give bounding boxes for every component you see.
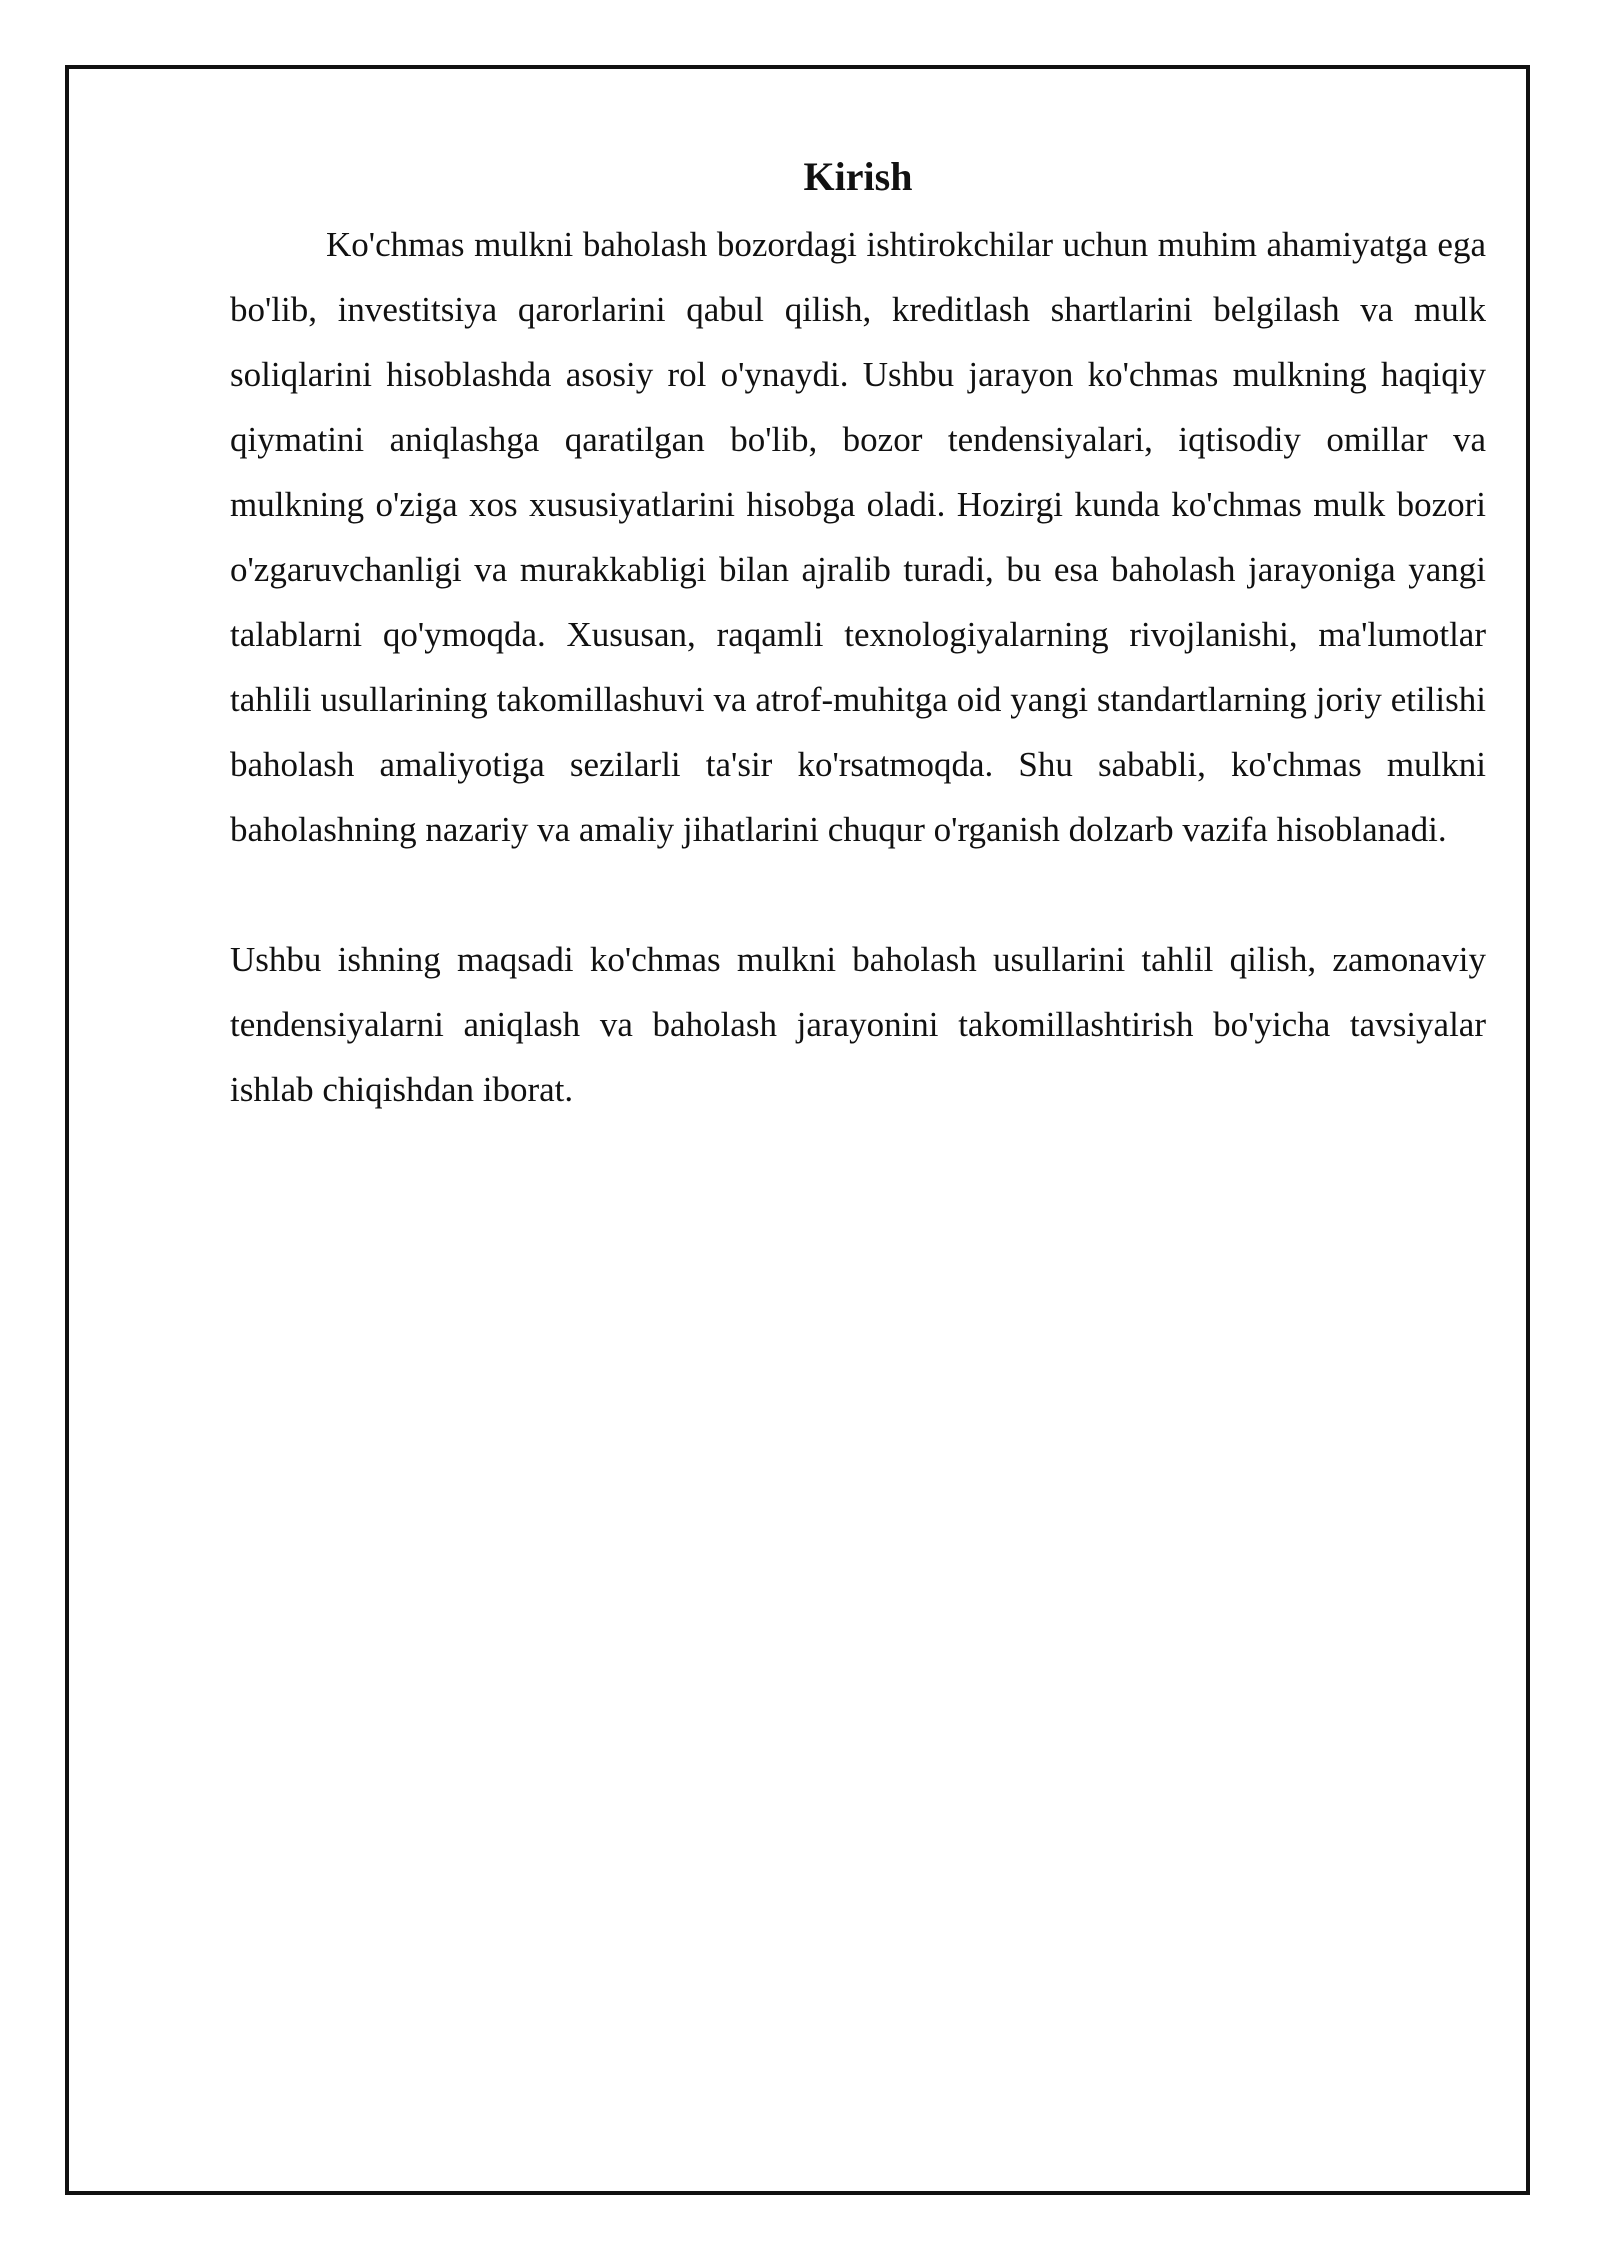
intro-paragraph: Ko'chmas mulkni baholash bozordagi ishtirokchilar uchun muhim ahamiyatga ega bo'lib, investitsiya qarorlarini qabul qilish, kreditlash shartlarini belgilash va mulk soliqlarini hisoblashda asosiy rol o'ynaydi. Ushbu jarayon ko'chmas mulkning haqiqiy qiymatini aniqlashga qaratilgan bo'lib, bozor tendensiyalari, iqtisodiy omillar va mulkning o'ziga xos xususiyatlarini hisobga oladi. Hozirgi kunda ko'chmas mulk bozori o'zgaruvchanligi va murakkabligi bilan ajralib turadi, bu esa baholash jarayoniga yangi talablarni qo'ymoqda. Xususan, raqamli texnologiyalarning rivojlanishi, ma'lumotlar tahlili usullarining takomillashuvi va atrof-muhitga oid yangi standartlarning joriy etilishi baholash amaliyotiga sezilarli ta'sir ko'rsatmoqda. Shu sababli, ko'chmas mulkni baholashning nazariy va amaliy jihatlarini chuqur o'rganish dolzarb vazifa hisoblanadi. (230, 225, 1486, 849)
document-title: Kirish (803, 154, 913, 199)
purpose-paragraph: Ushbu ishning maqsadi ko'chmas mulkni baholash usullarini tahlil qilish, zamonaviy tendensiyalarni aniqlash va baholash jarayonini takomillashtirish bo'yicha tavsiyalar ishlab chiqishdan iborat. (230, 940, 1486, 1109)
document-body (230, 150, 1486, 1122)
